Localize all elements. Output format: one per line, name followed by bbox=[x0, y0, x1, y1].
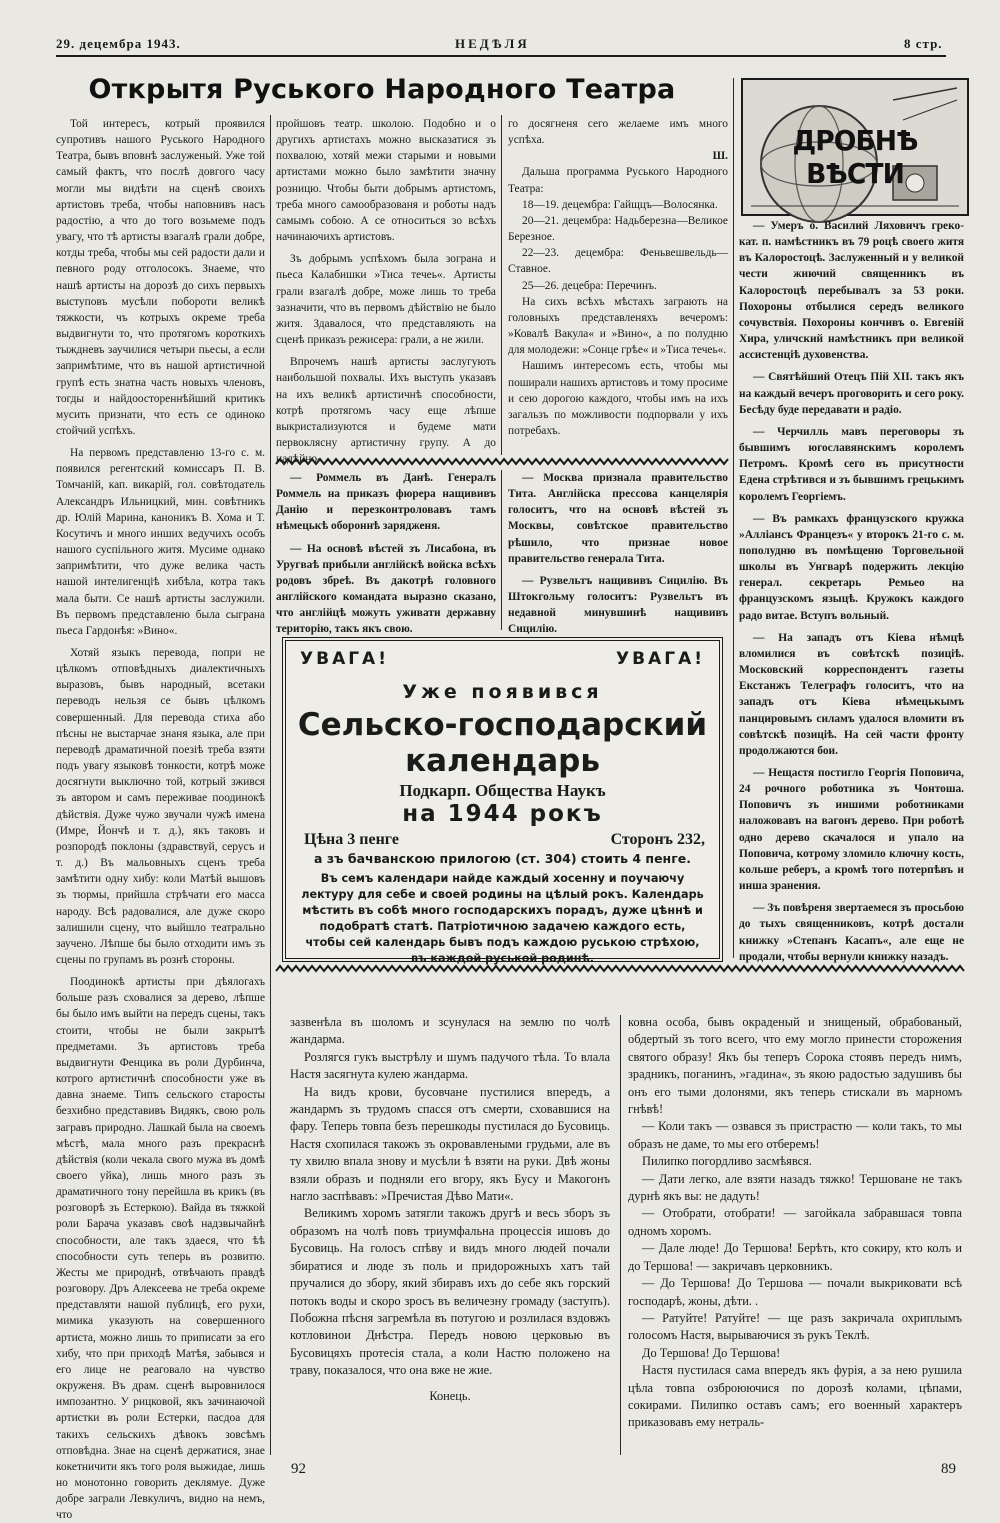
column-rule bbox=[501, 470, 502, 630]
sidebar-item: — Въ рамкахъ французского кружка »Аллiансъ Францезъ« у второкъ 21-го с. м. пополудню въ помѣщеню Торговельной школы въ Унгварѣ подержить лекцію генерал. секретарь Ремьео на французскомъ языцѣ. Кружокъ каждого радо витае. Вступъ вольный. bbox=[739, 512, 964, 622]
page-number-right: 89 bbox=[941, 1461, 956, 1477]
ad-line-2: Сельско-господарский bbox=[297, 707, 708, 743]
paragraph: Настя пустилася сама впередъ якъ фурія, а за нею рушила цѣла товпа озброюючися по дорозѣ колами, цѣпами, сокирами. Пилипко оставъ самъ; его военный характеръ приказовавъ ему нетраль- bbox=[628, 1363, 962, 1430]
ad-line-3: календарь bbox=[405, 743, 600, 779]
sidebar-news-column bbox=[739, 218, 964, 963]
calendar-advertisement bbox=[282, 637, 723, 965]
paragraph: Розлягся гукъ выстрѣлу и шумъ падучого тѣла. То влала Настя засягнута кулею жандарма. bbox=[290, 1049, 610, 1082]
news-item: — На основѣ вѣстей зъ Лисабона, въ Уругваѣ прибыли англійскѣ войска всѣхъ родовъ збреѣ. Въ дакотрѣ головного англійского командата выразно сказано, что англійцѣ можуть уживати державну територію, такъ якъ свою. bbox=[276, 542, 496, 636]
paragraph: На сихъ всѣхъ мѣстахъ заграють на головныхъ представленяхъ вечеромъ: »Ковалѣ Вакула« и »Вино«, а по полудню для молодежи: »Сонце грѣе« и »Тиса течеь«. bbox=[508, 295, 728, 357]
ad-line-1: Уже появився bbox=[402, 681, 603, 703]
article-column-3 bbox=[508, 116, 728, 456]
paragraph: На видъ крови, бусовчане пустилися впередъ, а жандармъ зъ трудомъ спасся отъ смерти, сховавшися на фару. Теперь товпа безъ перешкоды пустилася до Бусовиць. Настя схопилася такожъ зъ окровавлеными грудьми, але въ ту хвилю впала знову и мусѣли ѣ взяти на руки. Двѣ жоны взяли образъ и подняли его вгору, якъ Бусу и Макогонъ нагло заспѣвавъ: »Пречистая Дѣво Мати«. bbox=[290, 1084, 610, 1204]
page-label: 8 стр. bbox=[904, 36, 943, 51]
paragraph: Великимъ хоромъ затягли такожъ другѣ и весь зборъ зъ образомъ на чолѣ повъ триумфальна процессія ишовъ до Бусовиць. На голосъ спѣву и видъ много людей почали збиратися и люде зъ поль и придорожныхъ хатъ тай пручалися до збору, який збиравъ ихъ до себе якъ горский потокъ воды и скоро зросъ въ величезну громаду (заступъ). Побожна пѣсня загремѣла въ потугою и розлилася вздовжъ котловинои Днѣстра. Передъ новою церковью въ Бусовицяхъ протесія стала, а коли Настю положено на траву, показалося, что она вже не жие. bbox=[290, 1206, 610, 1378]
paragraph: Зъ добрымъ успѣхомъ была зограна и пьеса Калабишки »Тиса течеь«. Артисты грали взагалѣ добре, може лишь то треба зазначити, что въ первомъ дѣйствію не было житя. Здавалося, что представляють на сценѣ приказъ режисера: грали, а не жили. bbox=[276, 253, 496, 347]
news-brief-right bbox=[508, 470, 728, 636]
column-rule bbox=[620, 1015, 621, 1455]
column-rule bbox=[733, 78, 734, 958]
paragraph: — До Тершова! До Тершова — почали выкриковати всѣ господарѣ, жоны, дѣти. . bbox=[628, 1276, 962, 1308]
news-item: — Рузвельтъ нащививъ Сицилію. Въ Штокгольму голоситъ: Рузвельтъ въ недавной минувшинѣ нащививъ Сицилію. bbox=[508, 574, 728, 636]
sidebar-item: — Нещастя постигло Георгія Поповича, 24 рочного роботника зъ Чонтоша. Поповичъ зъ иншими роботниками наложовавъ на вагонъ дерево. При роботѣ одно дерево скачалося и упало на Поповича, котрому зломило ключну кость, кольше реберъ, а кромѣ того потерпѣвъ и инша зранения. bbox=[739, 767, 964, 893]
paragraph: До Тершова! До Тершова! bbox=[642, 1345, 781, 1360]
sidebar-item: — Зъ повѣреня звертаемеся зъ просьбою до тыхъ священниковъ, котрѣ достали книжку »Степанъ Касапъ«, але еще не продали, чтобы вернули книжку назадъ. bbox=[739, 902, 964, 963]
ad-price: Цѣна 3 пенге bbox=[304, 831, 399, 848]
paragraph: Хотяй языкъ перевода, попри не цѣлкомъ отповѣдныхъ диалектичныхъ выразовъ, бывъ народный, всетаки переводъ нельзя се бывъ цѣлкомъ совершенный. Для перевода стиха або пѣсны не выстарчае знаня языка, але при переводѣ драматичной поезіѣ треба взяти подъ увагу языковѣ тонкости, котрѣ може досягнути выключно той, котрый зжився зъ автором и самъ переживае поодинокѣ дѣйствія. Дуже чужо звучали чужѣ имена (Имре, Йончѣ и т. д.), якъ таковъ и розпородѣ поклоны (здравствуй, серусъ и т. д.) Въ мальовныхъ сценъ треба замѣтити одну хибу: коли Матѣй вышовъ зъ тюрмы, прийшла стрѣчати его масса народу. Всѣ радовалися, але дуже скоро залишили сцену, что выйшло театрально заучено. Лѣпше бы было отходити имъ зъ сцены по групамъ въ рознѣ стороны. bbox=[56, 647, 265, 966]
paragraph: Впрочемъ нашѣ артисты заслугують наибольшой похвалы. Ихъ выступъ указавъ на ихъ великѣ артистичнѣ способности, котрѣ протягомъ часу еще лѣпше выкристализуются и будеме мати первоклясну артистичну групу. А до надѣйно- bbox=[276, 356, 496, 466]
ad-line-5: на 1944 рокъ bbox=[402, 801, 603, 827]
sidebar-logo-title: ДРОБНѢ ВѢСТИ bbox=[792, 124, 918, 190]
schedule-item: 25—26. децебра: Перечинъ. bbox=[522, 279, 657, 292]
sidebar-item: — Умеръ о. Василий Ляховичъ греко-кат. п. намѣстникъ въ 79 роцѣ своего житя въ Калоростоцѣ. Заслуженный и у великой чести жиючий священникъ въ Калоростоцѣ перебывалъ за 53 роки. Похороны отбылися середъ великого сочувствія. Похороны кончивъ о. Евгеній Хира, уличский намѣстникъ при великой ассистенціѣ духовенства. bbox=[739, 220, 964, 362]
paragraph: Дальша программа Руського Народного Театра: bbox=[508, 166, 728, 195]
sidebar-item: — Святѣйший Отецъ Пій XII. такъ якъ на каждый вечеръ проговорить и сего року. Бесѣду буде передавати и радіо. bbox=[739, 371, 964, 416]
story-column-left bbox=[290, 1014, 610, 1434]
schedule-item: 18—19. децембра: Гайщцъ—Волосянка. bbox=[522, 198, 718, 211]
news-brief-left bbox=[276, 470, 496, 636]
sidebar-item: — Черчилль мавъ переговоры зъ бывшимъ югославянскимъ королемъ Петромъ. Кромѣ сего въ присутности Едена стрѣтився и зъ бывшимъ грецькимъ королемъ Георгіемъ. bbox=[739, 425, 964, 503]
news-item: — Роммель въ Данѣ. Генералъ Роммель на приказъ фюрера нащививъ Данію и перезконтроловавъ тамъ нѣмецькѣ обороннѣ зарядженя. bbox=[276, 472, 496, 533]
decorative-separator bbox=[276, 965, 964, 972]
paragraph: — Отобрати, отобрати! — загойкала забравшася товпа одномъ хоромъ. bbox=[628, 1206, 962, 1238]
page-number-left: 92 bbox=[291, 1461, 306, 1477]
paragraph: пройшовъ театр. школою. Подобно и о другихъ артистахъ можно высказатися зъ похвалою, хотяй межи старыми и новыми артистами можно было замѣтити значну розницю. Чтобы быти добрымъ артистомъ, треба много самообразованя и роботы надъ самымъ собою. А се относиться зо всѣхъ начинаючихъ артистовъ. bbox=[276, 118, 496, 244]
schedule-item: 22—23. децембра: Феньвешвельдь—Ставное. bbox=[508, 247, 728, 276]
paragraph: зазвенѣла въ шоломъ и зсунулася на землю по чолѣ жандарма. bbox=[290, 1015, 610, 1047]
sidebar-item: — На западъ отъ Кіева нѣмцѣ вломилися въ совѣтскѣ позиціѣ. Московский корреспондентъ газеты Екстанжъ Телеграфъ голоситъ, что на западъ отъ Кіева нѣмецькымъ панцировымъ силамъ удалося вломити въ совѣтскѣ позиціѣ. На сей части фронту продолжаются бои. bbox=[739, 631, 964, 757]
attention-label-left: УВАГА! bbox=[300, 649, 389, 669]
ad-supplement: а зъ бачванскою прилогою (ст. 304) стоить 4 пенге. bbox=[314, 851, 691, 866]
header-rule bbox=[56, 55, 946, 57]
paragraph: — Коли такъ — озвався зъ пристрастю — коли такъ, то мы образъ не даме, то мы его отберемъ! bbox=[628, 1119, 962, 1151]
paragraph: Пилипко погордливо засмѣявся. bbox=[642, 1154, 812, 1169]
main-headline: Открытя Руського Народного Театра bbox=[88, 74, 676, 105]
paragraph: ковна особа, бывъ окраденый и знищеный, обрабованый, обдертый зъ того всего, что ему могло принести сторожения святого образу! Якъ бы теперъ Сорока стоявъ передъ нимъ, зрадникъ, поганинъ, »гадина«, зъ якою радостью задушивъ бы онъ его тыми долонями, якъ теперь стискали въ марномъ гнѣвѣ! bbox=[628, 1015, 962, 1117]
attention-label-right: УВАГА! bbox=[616, 649, 705, 669]
paragraph: — Ратуйте! Ратуйте! — ще разъ закричала охриплымъ голосомъ Настя, вырываючися зъ рукъ Теклѣ. bbox=[628, 1310, 962, 1343]
ad-pages: Сторонъ 232, bbox=[610, 831, 705, 848]
paragraph: Той интересъ, котрый проявился супротивъ нашого Руського Народного Театра, бывъ вповнѣ заслуженый. Уже той самый фактъ, что послѣ довгого часу могли мы видѣти на сценѣ своихъ артистовъ треба, чтобы наповнивъ насъ радостію, а что до того возьмеме подъ увагу, что тѣ артисты взагалѣ грали добре, котды треба, чтобы мы сей радости дали и певного роду отголосокъ. Знаеме, что нашѣ артисты на дорозѣ до сихъ первыхъ выступовъ мусѣли побороти великѣ тяжкости, чъ котрыхъ окреме треба выдвигнути то, что протягомъ короткихъ тыждневъ заучилися четыри пьесы, а если запримѣтиме, что въ нашой артистичной групѣ есть знатна часть новыхъ членовъ, тогды и найдоостореннѣйший критикъ мусить признати, что есть се одиноко стойчий успѣхъ. bbox=[56, 118, 265, 437]
paragraph: — Дале люде! До Тершова! Берѣть, кто сокиру, кто колъ и до Тершова! — закричавъ церковникъ. bbox=[628, 1241, 962, 1273]
paragraph: — Дати легко, але взяти назадъ тяжко! Тершоване не такъ дурнѣ якъ вы: не дадуть! bbox=[628, 1171, 962, 1204]
decorative-separator bbox=[276, 458, 728, 465]
ad-body: Въ семъ календари найде каждый хосенну и поучаючу лектуру для себе и своей родины на цѣлый рокъ. Календарь мѣстить въ собѣ много господарскихъ порадъ, дуже цѣннѣ и подобратѣ статѣ. Патріотичною задачею каждого есть, чтобы сей календарь бывъ подъ каждою руською стрѣхою, въ каждой руськой родинѣ. bbox=[301, 872, 704, 965]
sidebar-logo bbox=[741, 78, 969, 216]
story-end: Конець. bbox=[429, 1388, 471, 1403]
column-rule bbox=[270, 115, 271, 1455]
paragraph: Поодинокѣ артисты при дѣялогахъ больше разъ сховалися за дерево, лѣпше бы было имъ выйти на передъ сцены, такъ стоити, чтобы не были закрытѣ предметами. Зъ артистовъ треба выдвигнути Фенцика въ роли Дурбинча, котрого артистичнѣ способности уже въ давна знаеме. Типъ сельского старосты безхибно представивъ Видякъ, свою роль загравъ природно. Лашкай была на своемъ мѣстѣ, мала много разъ прекраснѣ дѣйствія (коли чекала свого мужа въ домѣ своего уйка), лишь много разъ зъ драматичного тону перейшла въ крикъ (въ розговорѣ зъ Естеркою). Вайда въ тяжкой роли Барача указавъ своѣ надзвычайнѣ способности, але такъ здаеся, что ѣѣ способности суть теперь въ розвитю. Жесты ме природнѣ, отвѣчають правдѣ розговору. Дръ Алексеева не треба окреме представляти нашой публицѣ, его рухи, мимика указують на совершенного артиста, можно лишь то приписати за его хибу, что при приходѣ Матѣя, забывся и его лице не реаговало на чувство окруженя. Въ драм. сценѣ выровнилося импозантно. У рицковой, якъ зачинаючой артистки въ роли Естерки, пасдоа для такихъ сельскихъ дѣвокъ зовсѣмъ отповѣдна. Знае на сценѣ держатися, знае кокетничити якъ того роля выжидае, лишь но монотонно говорить деклямуе. Дуже добре заграли Левкуличъ, видно на немъ, что bbox=[56, 976, 265, 1522]
column-rule bbox=[501, 115, 502, 455]
paragraph: Нашимъ интересомъ есть, чтобы мы поширали нашихъ артистовъ и тому просиме и сею дорогою каждого, чтобы имъ на ихъ загальзъ по можливости подпорвали у ихъ потребахъ. bbox=[508, 360, 728, 437]
paragraph: го досягненя сего желаеме имъ много успѣха. bbox=[508, 118, 728, 147]
article-column-2 bbox=[276, 116, 496, 466]
newspaper-title: НЕДѢЛЯ bbox=[455, 36, 530, 51]
story-column-right bbox=[628, 1014, 962, 1454]
ad-line-4: Подкарп. Общества Наукъ bbox=[399, 781, 606, 800]
article-column-1 bbox=[56, 116, 265, 1522]
news-item: — Москва признала правительство Тита. Англійска прессова канцелярія голоситъ, что на основѣ вѣстей зъ Москвы, совѣтское правительство рѣшило, что признае новое правительство генерала Тита. bbox=[508, 472, 728, 565]
schedule-item: 20—21. децембра: Надьберезна—Великое Березное. bbox=[508, 214, 728, 244]
issue-date: 29. децембра 1943. bbox=[56, 36, 181, 51]
article-signature: Ш. bbox=[712, 150, 728, 163]
paragraph: На первомъ представленю 13-го с. м. появился регентский комиссаръ П. В. Томчаній, кап. викарій, гол. совѣтодатель Александръ Ильницкий, мин. совѣтникъ др. Юлій Марина, каноникъ В. Хома и Т. Косутичъ и много инших ведучихъ особъ нашого суспільного житя. Мусиме однако запримѣтити, что дуже велика часть нашой интелигенціѣ хибѣла, котра такъ мала быти. Се нашѣ артисты заслужили. Въ первомъ представленю была сыграна пьеса Гардонѣя: »Вино«. bbox=[56, 447, 265, 637]
